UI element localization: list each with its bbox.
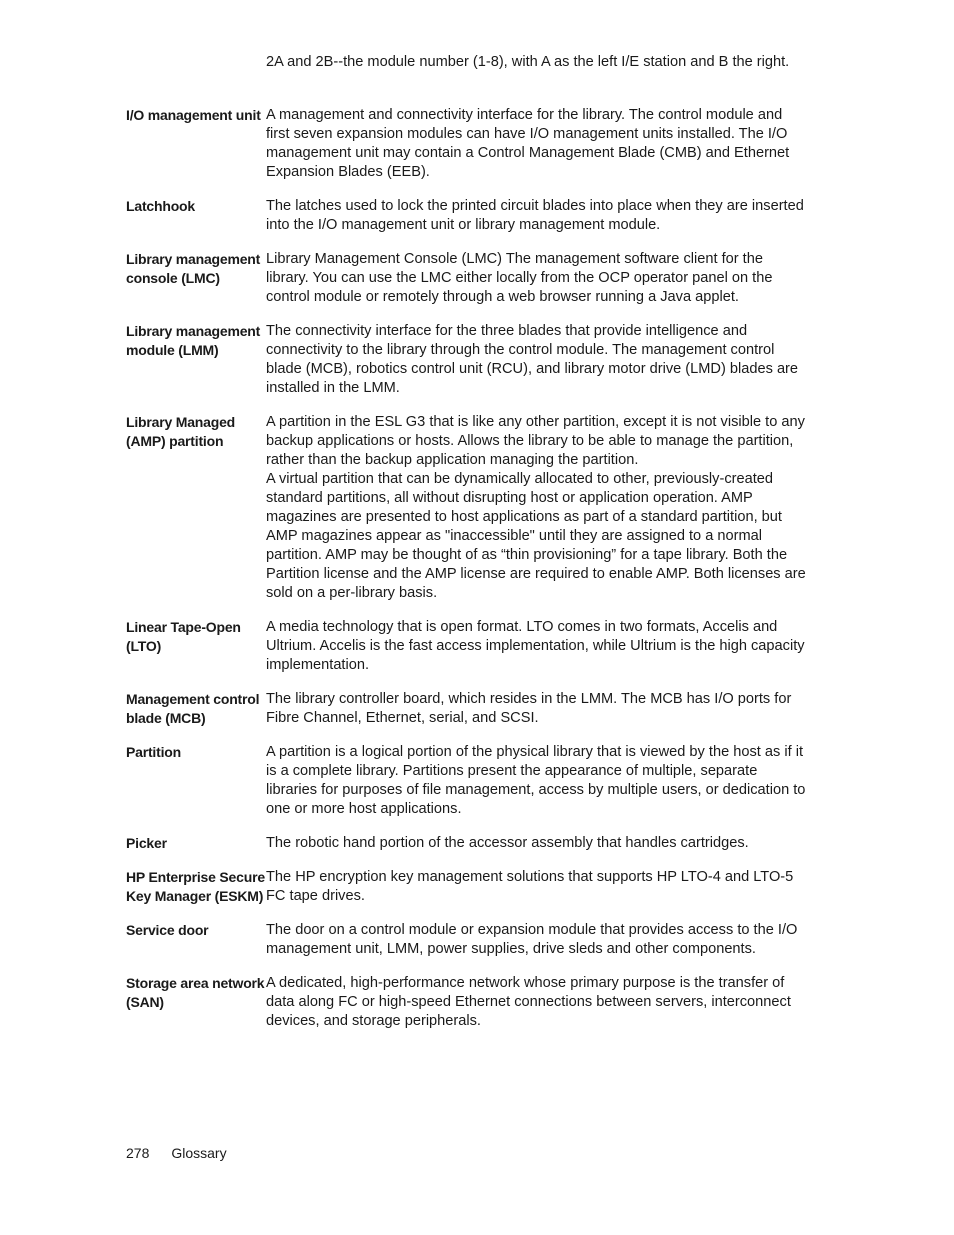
glossary-entry	[126, 868, 816, 906]
glossary-definition	[266, 413, 806, 603]
glossary-entry	[126, 322, 816, 398]
glossary-definition	[266, 868, 806, 906]
glossary-term: Storage area network (SAN)	[126, 975, 265, 1010]
glossary-definition	[266, 834, 806, 853]
glossary-list	[126, 106, 816, 1046]
definition-paragraph: The connectivity interface for the three blades that provide intelligence and connectivity to the library through the control module. The management control blade (MCB), robotics control unit (RCU), and library motor drive (LMD) blades are installed in the LMM.	[266, 323, 799, 396]
definition-paragraph: The HP encryption key management solutions that supports HP LTO-4 and LTO-5 FC tape drives.	[266, 869, 794, 904]
glossary-term: I/O management unit	[126, 107, 261, 123]
glossary-definition	[266, 690, 806, 728]
glossary-definition	[266, 974, 806, 1031]
glossary-term: Library management module (LMM)	[126, 323, 261, 358]
definition-paragraph: A dedicated, high-performance network whose primary purpose is the transfer of data along FC or high-speed Ethernet connections between servers, interconnect devices, and storage peripherals.	[266, 975, 791, 1029]
page-number: 278	[126, 1145, 150, 1161]
glossary-entry	[126, 834, 816, 853]
glossary-definition	[266, 106, 806, 182]
glossary-entry	[126, 618, 816, 675]
definition-paragraph: Library Management Console (LMC) The management software client for the library. You can use the LMC either locally from the OCP operator panel on the control module or remotely through a web browser running a Java applet.	[266, 251, 773, 305]
footer-section-title: Glossary	[171, 1145, 227, 1161]
glossary-term: Linear Tape-Open (LTO)	[126, 619, 241, 654]
continued-definition: 2A and 2B--the module number (1-8), with A as the left I/E station and B the right.	[266, 54, 790, 70]
glossary-definition	[266, 743, 806, 819]
glossary-entry	[126, 197, 816, 235]
glossary-term: Management control blade (MCB)	[126, 691, 260, 726]
glossary-term: Latchhook	[126, 198, 195, 214]
glossary-term: Service door	[126, 922, 209, 938]
definition-paragraph: The door on a control module or expansion module that provides access to the I/O management unit, LMM, power supplies, drive sleds and other components.	[266, 922, 798, 957]
glossary-entry	[126, 743, 816, 819]
glossary-definition	[266, 921, 806, 959]
glossary-entry	[126, 974, 816, 1031]
definition-paragraph: A virtual partition that can be dynamically allocated to other, previously-created standard partitions, all without disrupting host or application operation. AMP magazines are presented to host applications as part of a standard partition, but AMP magazines appear as "inaccessible" until they are assigned to a normal partition. AMP may be thought of as “thin provisioning” for a tape library. Both the Partition license and the AMP license are required to enable AMP. Both licenses are sold on a per-library basis.	[266, 471, 806, 601]
glossary-definition	[266, 618, 806, 675]
definition-paragraph: The library controller board, which resides in the LMM. The MCB has I/O ports for Fibre Channel, Ethernet, serial, and SCSI.	[266, 691, 792, 726]
definition-paragraph: The latches used to lock the printed circuit blades into place when they are inserted into the I/O management unit or library management module.	[266, 198, 804, 233]
glossary-entry	[126, 690, 816, 728]
glossary-entry	[126, 413, 816, 603]
glossary-term: Picker	[126, 835, 167, 851]
glossary-term: Library management console (LMC)	[126, 251, 261, 286]
glossary-term: HP Enterprise Secure Key Manager (ESKM)	[126, 869, 265, 904]
definition-paragraph: The robotic hand portion of the accessor assembly that handles cartridges.	[266, 835, 749, 851]
glossary-entry	[126, 921, 816, 959]
glossary-term: Partition	[126, 744, 181, 760]
page-footer	[126, 1144, 227, 1163]
definition-paragraph: A management and connectivity interface for the library. The control module and first seven expansion modules can have I/O management units installed. The I/O management unit may contain a Control Management Blade (CMB) and Ethernet Expansion Blades (EEB).	[266, 107, 790, 180]
glossary-term: Library Managed (AMP) partition	[126, 414, 236, 449]
glossary-definition	[266, 197, 806, 235]
glossary-definition	[266, 322, 806, 398]
definition-paragraph: A partition in the ESL G3 that is like any other partition, except it is not visible to any backup applications or hosts. Allows the library to be able to manage the partition, rather than the backup application managing the partition.	[266, 414, 805, 468]
glossary-entry	[126, 250, 816, 307]
definition-paragraph: A partition is a logical portion of the physical library that is viewed by the host as if it is a complete library. Partitions present the appearance of multiple, separate libraries for purposes of file management, access by multiple users, or dedication to one or more host applications.	[266, 744, 806, 817]
definition-paragraph: A media technology that is open format. LTO comes in two formats, Accelis and Ultrium. Accelis is the fast access implementation, while Ultrium is the high capacity implementation.	[266, 619, 805, 673]
glossary-definition	[266, 250, 806, 307]
glossary-entry	[126, 106, 816, 182]
